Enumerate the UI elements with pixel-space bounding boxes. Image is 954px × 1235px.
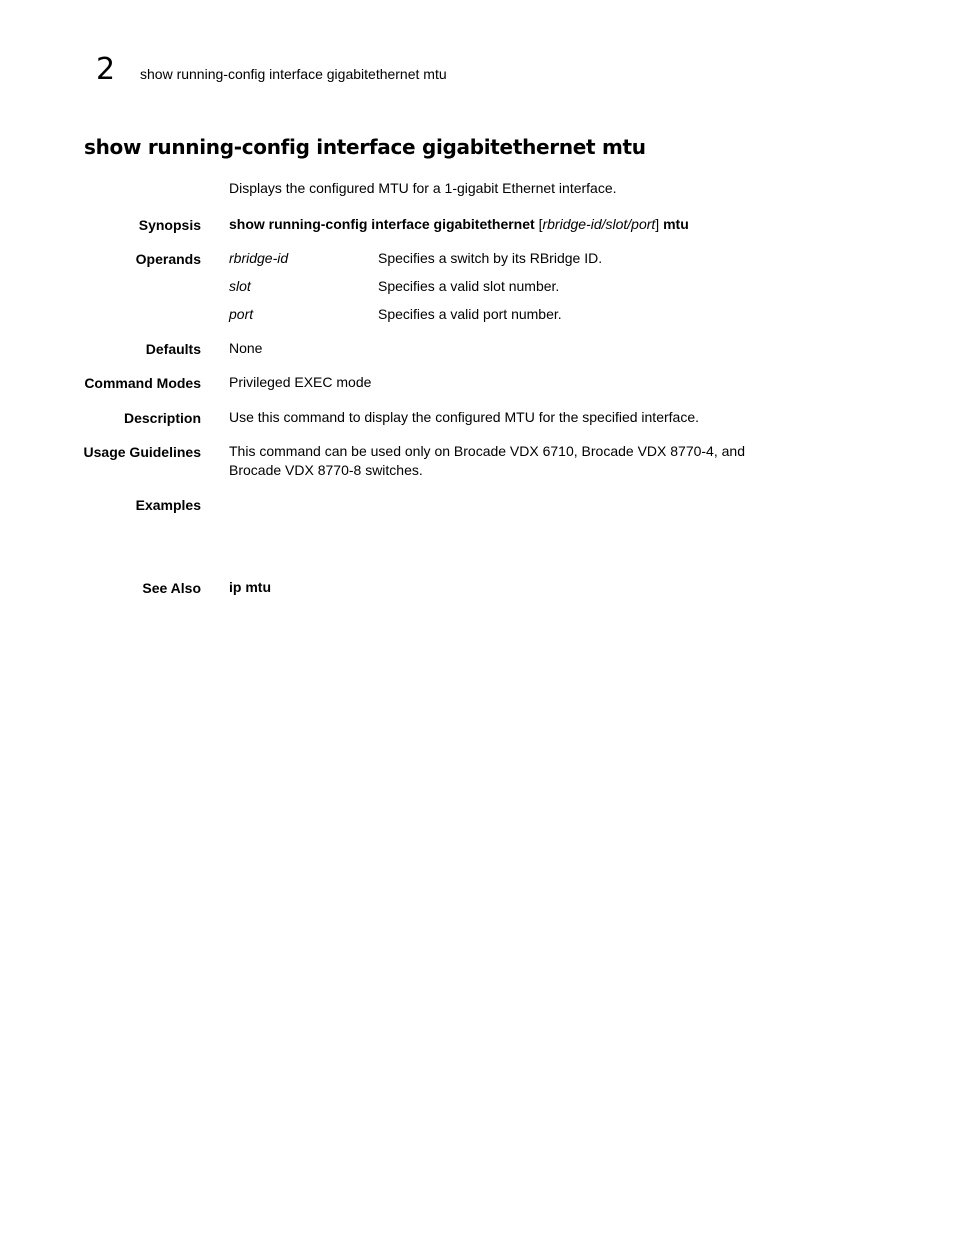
see-also-label: See Also [142,580,201,596]
examples-label: Examples [135,497,201,513]
synopsis-line [229,215,689,234]
synopsis-close-bracket: ] [655,216,660,232]
defaults-value: None [229,340,263,356]
synopsis-suffix: mtu [663,216,689,232]
usage-guidelines-value: This command can be used only on Brocade VDX 6710, Brocade VDX 8770-4, and Brocade VDX 8770-8 switches. [229,443,745,478]
description-value: Use this command to display the configured MTU for the specified interface. [229,409,699,425]
usage-guidelines-label: Usage Guidelines [83,444,201,460]
summary-text: Displays the configured MTU for a 1-gigabit Ethernet interface. [229,180,617,196]
see-also-link[interactable]: ip mtu [229,579,271,595]
synopsis-argument: rbridge-id/slot/port [542,216,656,232]
operand-name: slot [229,278,251,294]
operands-label: Operands [135,251,201,267]
synopsis-label: Synopsis [138,217,201,233]
synopsis-open-bracket: [ [538,216,543,232]
page-title: show running-config interface gigabitethernet mtu [84,135,646,159]
operand-name: port [229,306,254,322]
operand-name: rbridge-id [229,250,289,266]
operand-description: Specifies a valid port number. [378,306,562,322]
synopsis-command: show running-config interface gigabitethernet [229,216,535,232]
command-modes-label: Command Modes [84,375,201,391]
command-modes-value: Privileged EXEC mode [229,374,372,390]
chapter-number: 2 [96,52,116,87]
operand-description: Specifies a switch by its RBridge ID. [378,250,603,266]
running-header: show running-config interface gigabitethernet mtu [140,66,447,82]
description-label: Description [123,410,201,426]
operand-description: Specifies a valid slot number. [378,278,560,294]
defaults-label: Defaults [145,341,201,357]
